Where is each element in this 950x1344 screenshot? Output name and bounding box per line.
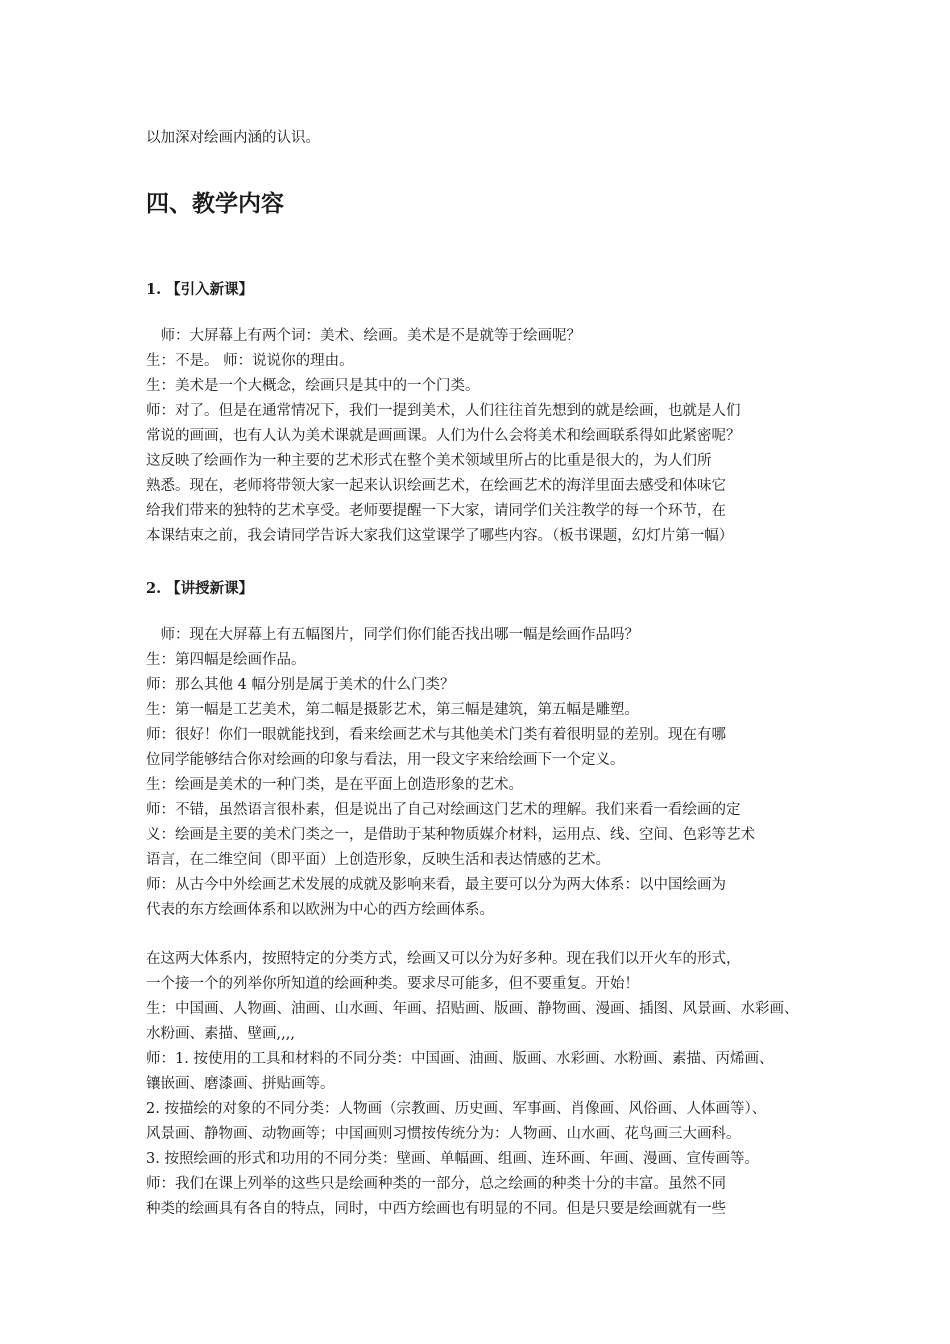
- part2-line: 师：现在大屏幕上有五幅图片，同学们你们能否找出哪一幅是绘画作品吗？: [146, 627, 639, 643]
- part2-line: 一个接一个的列举你所知道的绘画种类。要求尽可能多，但不要重复。开始！: [146, 976, 639, 992]
- part2-line: 生：中国画、人物画、油画、山水画、年画、招贴画、版画、静物画、漫画、插图、风景画、水彩画、: [146, 1001, 799, 1017]
- part2-line: 位同学能够结合你对绘画的印象与看法，用一段文字来给绘画下一个定义。: [146, 752, 625, 768]
- part1-line: 师：大屏幕上有两个词：美术、绘画。美术是不是就等于绘画呢？: [146, 328, 581, 344]
- part1-line: 师：对了。但是在通常情况下，我们一提到美术，人们往往首先想到的就是绘画，也就是人们: [146, 403, 741, 419]
- part1-line: 这反映了绘画作为一种主要的艺术形式在整个美术领域里所占的比重是很大的，为人们所: [146, 453, 712, 469]
- part2-line: 师：1. 按使用的工具和材料的不同分类：中国画、油画、版画、水彩画、水粉画、素描、丙烯画、: [146, 1051, 774, 1067]
- part2-line: 师：不错，虽然语言很朴素，但是说出了自己对绘画这门艺术的理解。我们来看一看绘画的定: [146, 802, 741, 818]
- part2-line: 师：我们在课上列举的这些只是绘画种类的一部分，总之绘画的种类十分的丰富。虽然不同: [146, 1176, 726, 1192]
- part2-line: 师：那么其他 4 幅分别是属于美术的什么门类？: [146, 677, 455, 693]
- part1-line: 常说的画画，也有人认为美术课就是画画课。人们为什么会将美术和绘画联系得如此紧密呢？: [146, 428, 741, 444]
- part2-line: 生：第四幅是绘画作品。: [146, 652, 306, 668]
- part2-line: 3. 按照绘画的形式和功用的不同分类：壁画、单幅画、组画、连环画、年画、漫画、宣传画等。: [146, 1151, 759, 1167]
- part2-line: 在这两大体系内，按照特定的分类方式，绘画又可以分为好多种。现在我们以开火车的形式，: [146, 951, 741, 967]
- part2-line: 生：绘画是美术的一种门类，是在平面上创造形象的艺术。: [146, 777, 523, 793]
- part2-line: 镶嵌画、磨漆画、拼贴画等。: [146, 1076, 335, 1092]
- part2-heading: 2. 【讲授新课】: [146, 580, 254, 597]
- part2-line: 代表的东方绘画体系和以欧洲为中心的西方绘画体系。: [146, 902, 494, 918]
- section-title: 四、教学内容: [146, 190, 284, 217]
- part1-heading: 1. 【引入新课】: [146, 281, 254, 298]
- part1-line: 熟悉。现在，老师将带领大家一起来认识绘画艺术，在绘画艺术的海洋里面去感受和体味它: [146, 478, 726, 494]
- part2-line: 2. 按描绘的对象的不同分类：人物画（宗教画、历史画、军事画、肖像画、风俗画、人体画等）、: [146, 1101, 767, 1117]
- part2-line: 种类的绘画具有各自的特点，同时，中西方绘画也有明显的不同。但是只要是绘画就有一些: [146, 1201, 726, 1217]
- part2-line: 语言，在二维空间（即平面）上创造形象，反映生活和表达情感的艺术。: [146, 852, 610, 868]
- part2-line: 风景画、静物画、动物画等；中国画则习惯按传统分为：人物画、山水画、花鸟画三大画科。: [146, 1126, 741, 1142]
- part2-line: 师：很好！你们一眼就能找到，看来绘画艺术与其他美术门类有着很明显的差别。现在有哪: [146, 727, 726, 743]
- part1-line: 本课结束之前，我会请同学告诉大家我们这堂课学了哪些内容。（板书课题，幻灯片第一幅）: [146, 528, 734, 544]
- intro-tail-text: 以加深对绘画内涵的认识。: [146, 130, 320, 146]
- part2-line: 水粉画、素描、壁画,,,,: [146, 1026, 295, 1042]
- part1-line: 生：美术是一个大概念，绘画只是其中的一个门类。: [146, 378, 480, 394]
- part2-line: 义：绘画是主要的美术门类之一，是借助于某种物质媒介材料，运用点、线、空间、色彩等艺术: [146, 827, 755, 843]
- part1-line: 给我们带来的独特的艺术享受。老师要提醒一下大家，请同学们关注教学的每一个环节，在: [146, 503, 726, 519]
- part2-line: 师：从古今中外绘画艺术发展的成就及影响来看，最主要可以分为两大体系：以中国绘画为: [146, 877, 726, 893]
- part2-line: 生：第一幅是工艺美术，第二幅是摄影艺术，第三幅是建筑，第五幅是雕塑。: [146, 702, 639, 718]
- part1-line: 生：不是。 师：说说你的理由。: [146, 353, 354, 369]
